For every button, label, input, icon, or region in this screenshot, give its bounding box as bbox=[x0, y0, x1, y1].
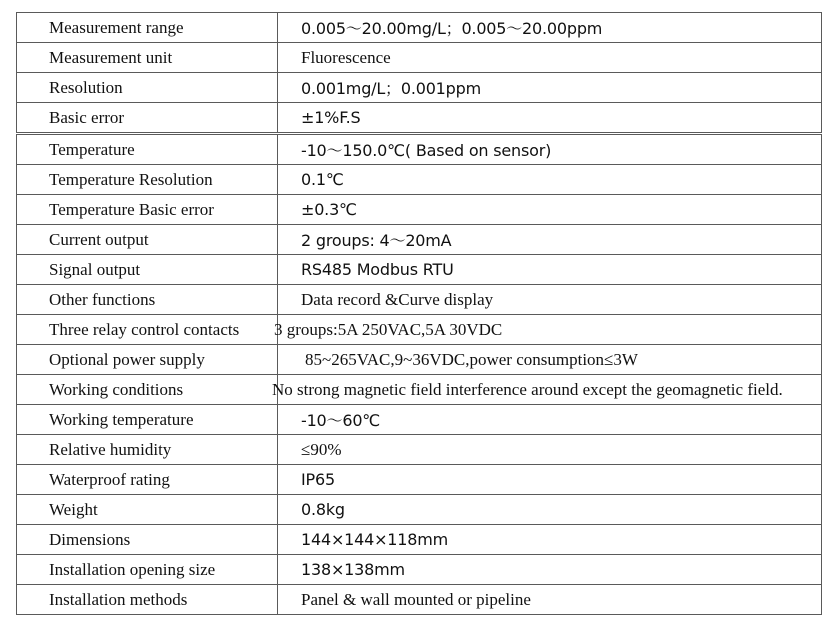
param-value: -10～150.0℃( Based on sensor) bbox=[278, 134, 822, 165]
param-value: Data record &Curve display bbox=[278, 285, 822, 315]
param-value: 0.001mg/L；0.001ppm bbox=[278, 73, 822, 103]
param-value: 3 groups:5A 250VAC,5A 30VDC bbox=[274, 319, 503, 339]
param-label: Working conditions bbox=[17, 375, 278, 405]
table-row bbox=[17, 165, 822, 195]
table-row bbox=[17, 13, 822, 43]
table-row bbox=[17, 375, 822, 405]
param-label: Working temperature bbox=[17, 405, 278, 435]
param-value: 144×144×118mm bbox=[278, 525, 822, 555]
table-row bbox=[17, 405, 822, 435]
param-label: Installation opening size bbox=[17, 555, 278, 585]
param-value: ±0.3℃ bbox=[278, 195, 822, 225]
param-value: 0.1℃ bbox=[278, 165, 822, 195]
param-label: Measurement unit bbox=[17, 43, 278, 73]
param-label: Optional power supply bbox=[17, 345, 278, 375]
param-value: Panel & wall mounted or pipeline bbox=[278, 585, 822, 615]
table-row bbox=[17, 495, 822, 525]
table-row bbox=[17, 285, 822, 315]
param-value: ±1%F.S bbox=[278, 103, 822, 134]
param-value-cell bbox=[272, 375, 822, 405]
table-row bbox=[17, 315, 822, 345]
table-row bbox=[17, 225, 822, 255]
param-value: IP65 bbox=[278, 465, 822, 495]
specification-table bbox=[16, 12, 822, 615]
table-row bbox=[17, 435, 822, 465]
table-row bbox=[17, 43, 822, 73]
param-value: -10～60℃ bbox=[278, 405, 822, 435]
table-row bbox=[17, 585, 822, 615]
param-value: RS485 Modbus RTU bbox=[278, 255, 822, 285]
param-value-cell bbox=[274, 315, 822, 345]
table-row bbox=[17, 134, 822, 165]
param-value: 0.8kg bbox=[278, 495, 822, 525]
param-value: No strong magnetic field interference around except the geomagnetic field. bbox=[272, 379, 783, 399]
table-row bbox=[17, 73, 822, 103]
param-label: Relative humidity bbox=[17, 435, 278, 465]
param-value: 85~265VAC,9~36VDC,power consumption≤3W bbox=[278, 345, 822, 375]
param-label: Resolution bbox=[17, 73, 278, 103]
param-label: Dimensions bbox=[17, 525, 278, 555]
param-label: Temperature bbox=[17, 134, 278, 165]
param-label: Waterproof rating bbox=[17, 465, 278, 495]
param-label: Temperature Resolution bbox=[17, 165, 278, 195]
param-label: Other functions bbox=[17, 285, 278, 315]
param-label: Installation methods bbox=[17, 585, 278, 615]
param-label: Weight bbox=[17, 495, 278, 525]
param-label: Current output bbox=[17, 225, 278, 255]
table-row bbox=[17, 103, 822, 134]
param-label: Measurement range bbox=[17, 13, 278, 43]
param-label: Temperature Basic error bbox=[17, 195, 278, 225]
table-row bbox=[17, 345, 822, 375]
param-label: Signal output bbox=[17, 255, 278, 285]
param-value: 138×138mm bbox=[278, 555, 822, 585]
param-label: Three relay control contacts bbox=[17, 315, 278, 345]
param-value: ≤90% bbox=[278, 435, 822, 465]
table-row bbox=[17, 255, 822, 285]
table-row bbox=[17, 555, 822, 585]
table-row bbox=[17, 195, 822, 225]
param-value: 2 groups: 4～20mA bbox=[278, 225, 822, 255]
table-row bbox=[17, 465, 822, 495]
param-value: Fluorescence bbox=[278, 43, 822, 73]
table-row bbox=[17, 525, 822, 555]
param-value: 0.005～20.00mg/L；0.005～20.00ppm bbox=[278, 13, 822, 43]
param-label: Basic error bbox=[17, 103, 278, 134]
